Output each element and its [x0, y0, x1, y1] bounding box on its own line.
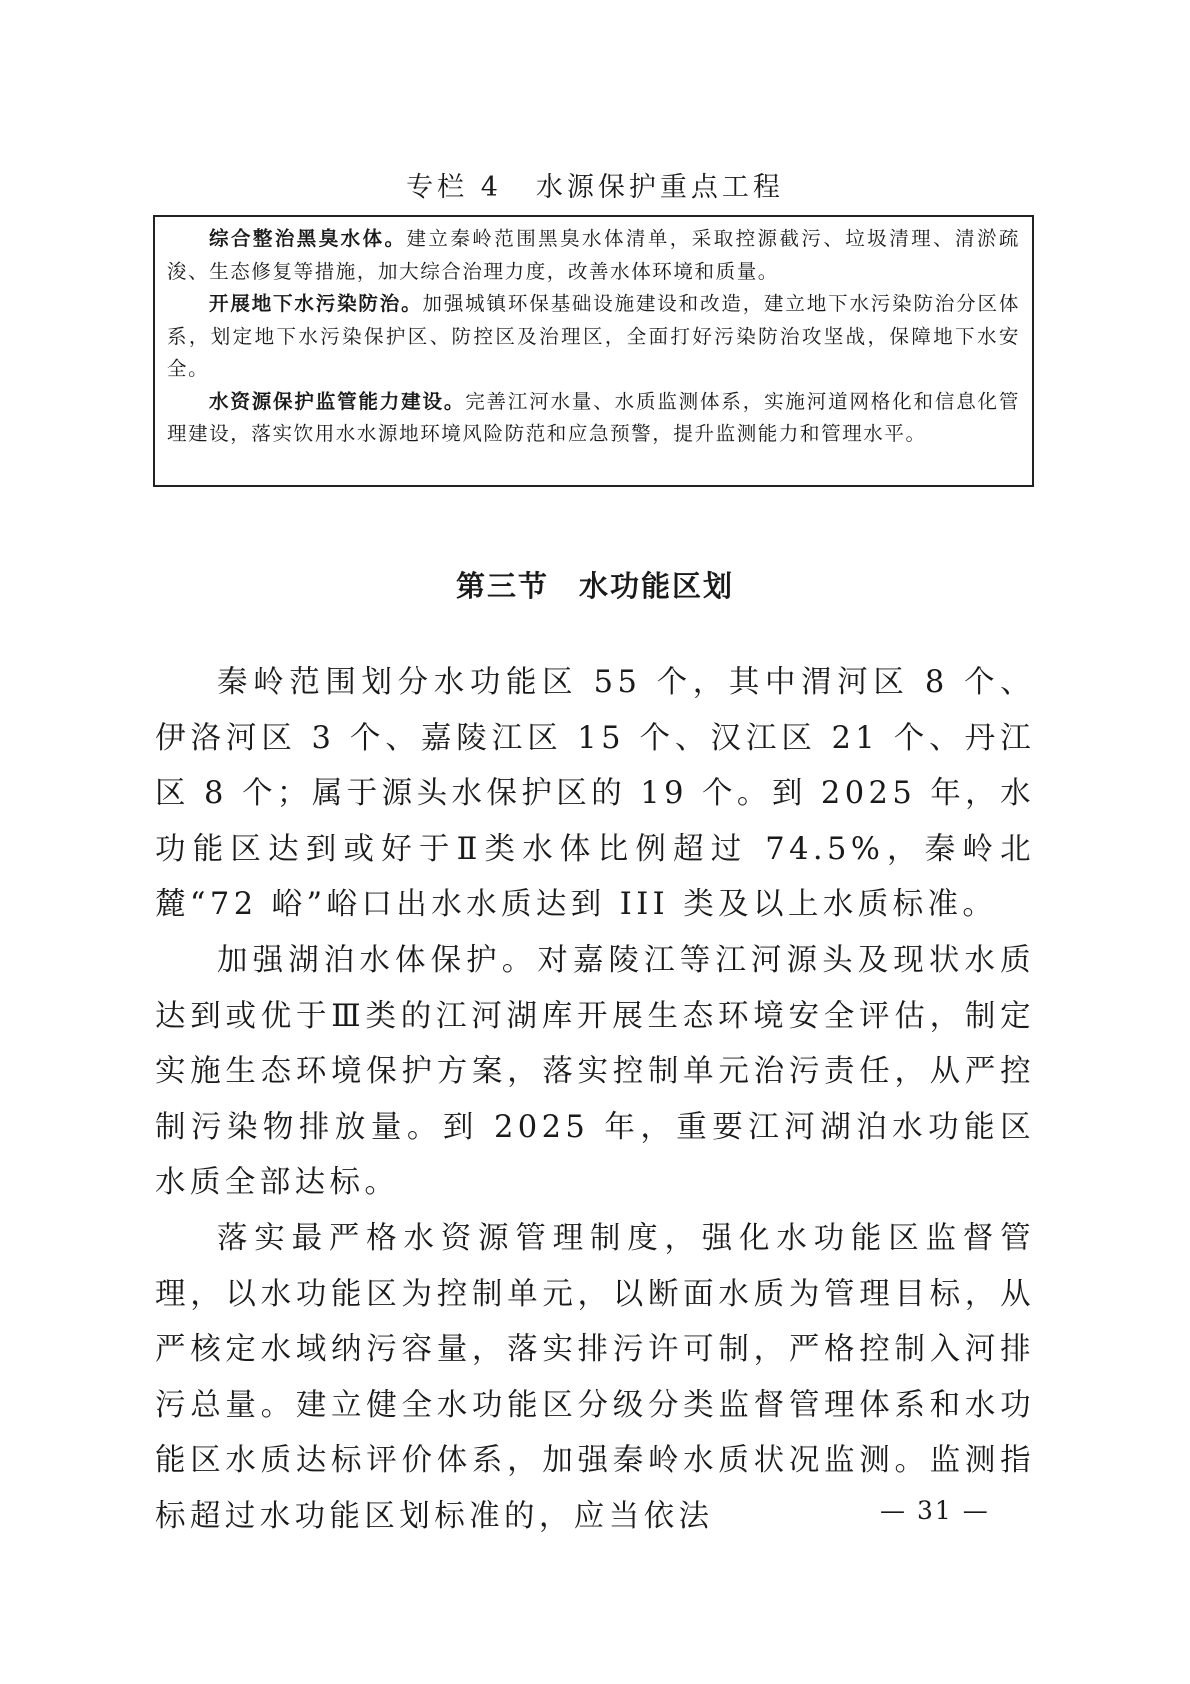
- column-item-heading: 综合整治黑臭水体。: [209, 227, 407, 250]
- page-number: — 31 —: [880, 1496, 990, 1525]
- paragraph: 秦岭范围划分水功能区 55 个，其中渭河区 8 个、伊洛河区 3 个、嘉陵江区 15 个、汉江区 21 个、丹江区 8 个；属于源头水保护区的 19 个。到 2025 年，水功能区达到或好于Ⅱ类水体比例超过 74.5%，秦岭北麓“72 峪”峪口出水水质达到 III 类及以上水质标准。: [155, 665, 1035, 923]
- body-text: [155, 655, 1035, 1545]
- column-item-text: 建立秦岭范围黑臭水体清单，采取控源截污、垃圾清理、清淤疏浚、生态修复等措施，加大综合治理力度，改善水体环境和质量。: [167, 227, 1020, 283]
- paragraph: 落实最严格水资源管理制度，强化水功能区监督管理，以水功能区为控制单元，以断面水质为管理目标，从严核定水域纳污容量，落实排污许可制，严格控制入河排污总量。建立健全水功能区分级分类监督管理体系和水功能区水质达标评价体系，加强秦岭水质状况监测。监测指标超过水功能区划标准的，应当依法: [155, 1220, 1035, 1534]
- column-item: [167, 288, 1020, 386]
- column-item-heading: 开展地下水污染防治。: [209, 292, 423, 315]
- column-title-main: 水源保护重点工程: [535, 172, 784, 203]
- column-item-heading: 水资源保护监管能力建设。: [209, 389, 466, 413]
- column-title-prefix: 专栏 4: [406, 172, 502, 203]
- section-title: [0, 565, 1190, 607]
- column-item-text: 完善江河水量、水质监测体系，实施河道网格化和信息化管理建设，落实饮用水水源地环境风险防范和应急预警，提升监测能力和管理水平。: [167, 389, 1020, 445]
- column-title: [0, 168, 1190, 208]
- section-number: 第三节: [455, 569, 549, 603]
- column-item: [167, 386, 1020, 451]
- paragraph: 加强湖泊水体保护。对嘉陵江等江河源头及现状水质达到或优于Ⅲ类的江河湖库开展生态环境安全评估，制定实施生态环境保护方案，落实控制单元治污责任，从严控制污染物排放量。到 2025 年，重要江河湖泊水功能区水质全部达标。: [155, 942, 1035, 1201]
- column-item: [167, 223, 1020, 288]
- column-box: [153, 215, 1034, 487]
- column-item-text: 加强城镇环保基础设施建设和改造，建立地下水污染防治分区体系，划定地下水污染保护区、防控区及治理区，全面打好污染防治攻坚战，保障地下水安全。: [167, 292, 1020, 380]
- section-heading: 水功能区划: [579, 569, 735, 603]
